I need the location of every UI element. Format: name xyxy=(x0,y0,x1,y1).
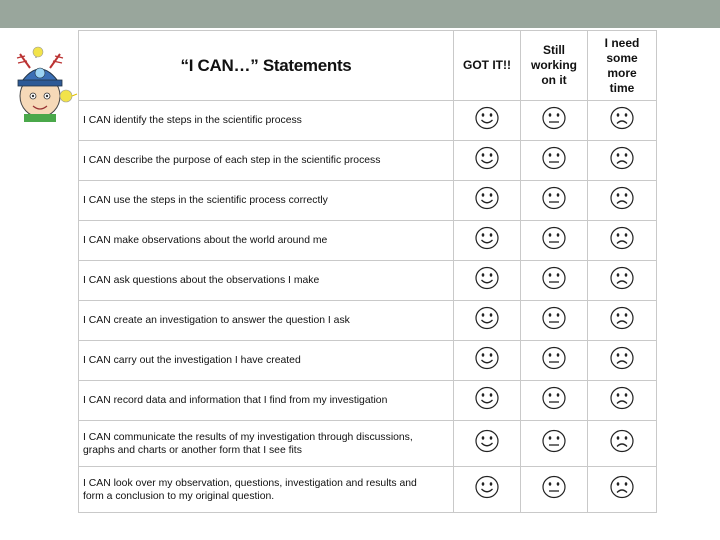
neutral-face-icon[interactable] xyxy=(541,226,567,250)
column-header-still-working: Still working on it xyxy=(521,31,588,101)
still-working-cell[interactable] xyxy=(521,221,588,261)
i-can-statements-table xyxy=(78,30,657,513)
happy-face-icon[interactable] xyxy=(474,226,500,250)
got-it-cell[interactable] xyxy=(454,261,521,301)
neutral-face-icon[interactable] xyxy=(541,475,567,499)
statement-text: I CAN describe the purpose of each step in the scientific process xyxy=(83,155,381,166)
still-working-cell[interactable] xyxy=(521,181,588,221)
sad-face-icon[interactable] xyxy=(609,186,635,210)
need-more-time-cell[interactable] xyxy=(588,221,657,261)
need-more-time-cell[interactable] xyxy=(588,141,657,181)
still-working-cell[interactable] xyxy=(521,341,588,381)
table-row xyxy=(79,221,657,261)
table-row xyxy=(79,421,657,467)
got-it-cell[interactable] xyxy=(454,341,521,381)
happy-face-icon[interactable] xyxy=(474,186,500,210)
got-it-cell[interactable] xyxy=(454,301,521,341)
statement-text: I CAN communicate the results of my investigation through discussions, xyxy=(83,431,413,443)
statement-cell xyxy=(79,141,454,181)
still-working-cell[interactable] xyxy=(521,261,588,301)
got-it-cell[interactable] xyxy=(454,181,521,221)
neutral-face-icon[interactable] xyxy=(541,386,567,410)
happy-face-icon[interactable] xyxy=(474,346,500,370)
table-row xyxy=(79,181,657,221)
column-header-need-more-time: I need some more time xyxy=(588,31,657,101)
happy-face-icon[interactable] xyxy=(474,146,500,170)
statement-text: graphs and charts or another form that I see fits xyxy=(83,444,302,456)
still-working-cell[interactable] xyxy=(521,101,588,141)
scientist-mascot-icon xyxy=(8,44,78,122)
sad-face-icon[interactable] xyxy=(609,146,635,170)
statement-text: I CAN look over my observation, questions, investigation and results and xyxy=(83,477,417,489)
table-row xyxy=(79,381,657,421)
statement-cell xyxy=(79,301,454,341)
sad-face-icon[interactable] xyxy=(609,386,635,410)
sad-face-icon[interactable] xyxy=(609,306,635,330)
happy-face-icon[interactable] xyxy=(474,306,500,330)
statement-text: I CAN use the steps in the scientific process correctly xyxy=(83,195,328,206)
statement-text: I CAN make observations about the world around me xyxy=(83,235,328,246)
still-working-cell[interactable] xyxy=(521,381,588,421)
table-row xyxy=(79,467,657,513)
need-more-time-cell[interactable] xyxy=(588,101,657,141)
table-row xyxy=(79,141,657,181)
got-it-cell[interactable] xyxy=(454,141,521,181)
statement-cell xyxy=(79,181,454,221)
neutral-face-icon[interactable] xyxy=(541,346,567,370)
got-it-cell[interactable] xyxy=(454,467,521,513)
got-it-cell[interactable] xyxy=(454,221,521,261)
need-more-time-cell[interactable] xyxy=(588,421,657,467)
statement-text: I CAN ask questions about the observations I make xyxy=(83,275,320,286)
got-it-cell[interactable] xyxy=(454,381,521,421)
neutral-face-icon[interactable] xyxy=(541,429,567,453)
sad-face-icon[interactable] xyxy=(609,266,635,290)
statement-cell xyxy=(79,421,454,467)
happy-face-icon[interactable] xyxy=(474,429,500,453)
got-it-cell[interactable] xyxy=(454,101,521,141)
header-row xyxy=(79,31,657,101)
neutral-face-icon[interactable] xyxy=(541,106,567,130)
statement-text: I CAN create an investigation to answer the question I ask xyxy=(83,315,350,326)
statement-text: I CAN record data and information that I find from my investigation xyxy=(83,395,388,406)
slide-top-bar xyxy=(0,0,720,28)
need-more-time-cell[interactable] xyxy=(588,381,657,421)
sad-face-icon[interactable] xyxy=(609,346,635,370)
happy-face-icon[interactable] xyxy=(474,106,500,130)
sad-face-icon[interactable] xyxy=(609,106,635,130)
need-more-time-cell[interactable] xyxy=(588,467,657,513)
need-more-time-cell[interactable] xyxy=(588,301,657,341)
sad-face-icon[interactable] xyxy=(609,429,635,453)
neutral-face-icon[interactable] xyxy=(541,186,567,210)
neutral-face-icon[interactable] xyxy=(541,146,567,170)
need-more-time-cell[interactable] xyxy=(588,341,657,381)
statement-cell xyxy=(79,101,454,141)
column-header-got-it: GOT IT!! xyxy=(454,31,521,101)
sad-face-icon[interactable] xyxy=(609,226,635,250)
need-more-time-cell[interactable] xyxy=(588,261,657,301)
statement-cell xyxy=(79,381,454,421)
sad-face-icon[interactable] xyxy=(609,475,635,499)
neutral-face-icon[interactable] xyxy=(541,306,567,330)
neutral-face-icon[interactable] xyxy=(541,266,567,290)
got-it-cell[interactable] xyxy=(454,421,521,467)
still-working-cell[interactable] xyxy=(521,141,588,181)
statement-cell xyxy=(79,261,454,301)
happy-face-icon[interactable] xyxy=(474,475,500,499)
happy-face-icon[interactable] xyxy=(474,266,500,290)
still-working-cell[interactable] xyxy=(521,301,588,341)
need-more-time-cell[interactable] xyxy=(588,181,657,221)
statement-text: I CAN carry out the investigation I have created xyxy=(83,355,301,366)
table-row xyxy=(79,301,657,341)
table-row xyxy=(79,101,657,141)
happy-face-icon[interactable] xyxy=(474,386,500,410)
still-working-cell[interactable] xyxy=(521,421,588,467)
statement-cell xyxy=(79,341,454,381)
statement-cell xyxy=(79,221,454,261)
statement-text: I CAN identify the steps in the scientific process xyxy=(83,115,302,126)
table-row xyxy=(79,341,657,381)
table-row xyxy=(79,261,657,301)
table-title: “I CAN…” Statements xyxy=(79,31,454,101)
statement-cell xyxy=(79,467,454,513)
still-working-cell[interactable] xyxy=(521,467,588,513)
statement-text: form a conclusion to my original question. xyxy=(83,490,275,502)
